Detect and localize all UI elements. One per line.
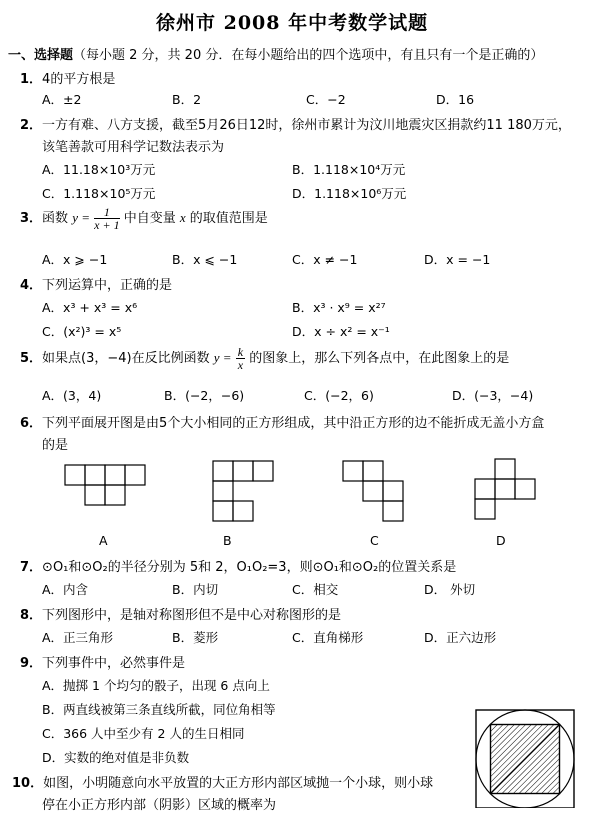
q5-post: 的图象上，那么下列各点中，在此图象上的是 [249,351,510,366]
fraction-denominator: x + 1 [94,218,120,232]
q2-option-c: C．1.118×10⁵万元 [42,186,156,201]
question-stem: 下列平面展开图是由5个大小相同的正方形组成，其中沿正方形的边不能折成无盖小方盒 [42,416,545,431]
section-heading [8,44,543,63]
net-label-d: D [496,533,506,548]
q3-var: x [179,210,186,225]
q7-option-b: B．内切 [172,582,219,597]
q2-option-d: D．1.118×10⁶万元 [292,186,407,201]
q4-option-c: C．(x²)³ = x⁵ [42,324,122,339]
q3-option-b: B．x ⩽ −1 [172,252,238,267]
q5-pre: 如果点(3，−4)在反比例函数 [42,351,210,366]
q1-option-b: B．2 [172,92,202,107]
q4-option-a: A．x³ + x³ = x⁶ [42,300,138,315]
q2-line2: 该笔善款可用科学记数法表示为 [42,140,225,155]
question-number: 3． [20,211,43,226]
q8-option-d: D．正六边形 [424,630,497,645]
section-instructions: （每小题 2 分，共 20 分．在每小题给出的四个选项中，有且只有一个是正确的） [73,48,544,63]
question-stem: 一方有难、八方支援，截至5月26日12时，徐州市累计为汶川地震灾区捐款约11 180万元， [42,118,571,133]
q8-option-b: B．菱形 [172,630,219,645]
question-6 [20,412,544,431]
q6-line2: 的是 [42,438,69,453]
question-stem: 4的平方根是 [42,72,116,87]
question-stem: ⊙O₁和⊙O₂的半径分别为 5和 2，O₁O₂=3，则⊙O₁和⊙O₂的位置关系是 [42,560,457,575]
fraction-denominator: x [237,358,244,372]
q1-option-c: C．−2 [306,92,346,107]
question-1 [20,68,115,87]
question-stem: 下列运算中，正确的是 [42,278,173,293]
q9-option-b: B．两直线被第三条直线所截，同位角相等 [42,702,276,717]
fraction-numerator: k [237,345,244,359]
q3-post: 中自变量 [123,211,176,226]
q5-option-c: C．(−2，6) [304,388,374,403]
q5-lhs: y = [213,350,232,365]
q7-option-c: C．相交 [292,582,339,597]
question-stem: 下列事件中，必然事件是 [42,656,186,671]
question-9 [20,652,185,671]
q3-fraction [94,206,119,231]
net-label-c: C [370,533,379,548]
q5-option-d: D．(−3，−4) [452,388,534,403]
q3-option-a: A．x ⩾ −1 [42,252,108,267]
question-3 [20,206,268,231]
q2-option-b: B．1.118×10⁴万元 [292,162,406,177]
question-5 [20,346,509,371]
q3-option-d: D．x = −1 [424,252,491,267]
question-number: 9． [20,656,43,671]
q5-option-a: A．(3，4) [42,388,102,403]
q10-line2: 停在小正方形内部（阴影）区域的概率为 [42,798,277,813]
q1-option-a: A．±2 [42,92,82,107]
question-10 [12,772,433,791]
net-label-a: A [99,533,108,548]
question-number: 4． [20,278,43,293]
section-label: 一、选择题 [8,48,74,63]
q3-lhs: y = [72,210,90,225]
q7-option-a: A．内含 [42,582,89,597]
net-label-b: B [223,533,232,548]
q1-option-d: D．16 [436,92,475,107]
q5-fraction [236,346,245,371]
fraction-numerator: 1 [94,206,119,219]
question-number: 6． [20,416,43,431]
q8-option-a: A．正三角形 [42,630,114,645]
question-number: 10． [12,776,44,791]
q8-option-c: C．直角梯形 [292,630,364,645]
net-figure-c [342,460,406,524]
question-2 [20,114,571,133]
q9-option-d: D．实数的绝对值是非负数 [42,750,190,765]
question-number: 1． [20,72,43,87]
question-stem: 如图，小明随意向水平放置的大正方形内部区域抛一个小球，则小球 [43,776,434,791]
q7-option-d: D． 外切 [424,582,476,597]
question-stem: 下列图形中，是轴对称图形但不是中心对称图形的是 [42,608,342,623]
question-number: 2． [20,118,43,133]
q2-option-a: A．11.18×10³万元 [42,162,156,177]
net-figure-a [64,464,146,510]
q9-option-a: A．抛掷 1 个均匀的骰子，出现 6 点向上 [42,678,270,693]
net-figure-b [212,460,276,524]
question-number: 8． [20,608,43,623]
question-4 [20,274,172,293]
question-number: 5． [20,351,43,366]
q4-option-b: B．x³ · x⁹ = x²⁷ [292,300,386,315]
net-figure-d [474,458,538,524]
question-number: 7． [20,560,43,575]
q5-option-b: B．(−2，−6) [164,388,245,403]
page-title: 徐州市 2008 年中考数学试题 [156,12,429,34]
question-7 [20,556,456,575]
q3-tail: 的取值范围是 [189,211,268,226]
q4-option-d: D．x ÷ x² = x⁻¹ [292,324,390,339]
q3-option-c: C．x ≠ −1 [292,252,358,267]
q3-pre: 函数 [42,211,69,226]
question-8 [20,604,341,623]
q9-option-c: C．366 人中至少有 2 人的生日相同 [42,726,245,741]
q10-figure [474,708,580,808]
